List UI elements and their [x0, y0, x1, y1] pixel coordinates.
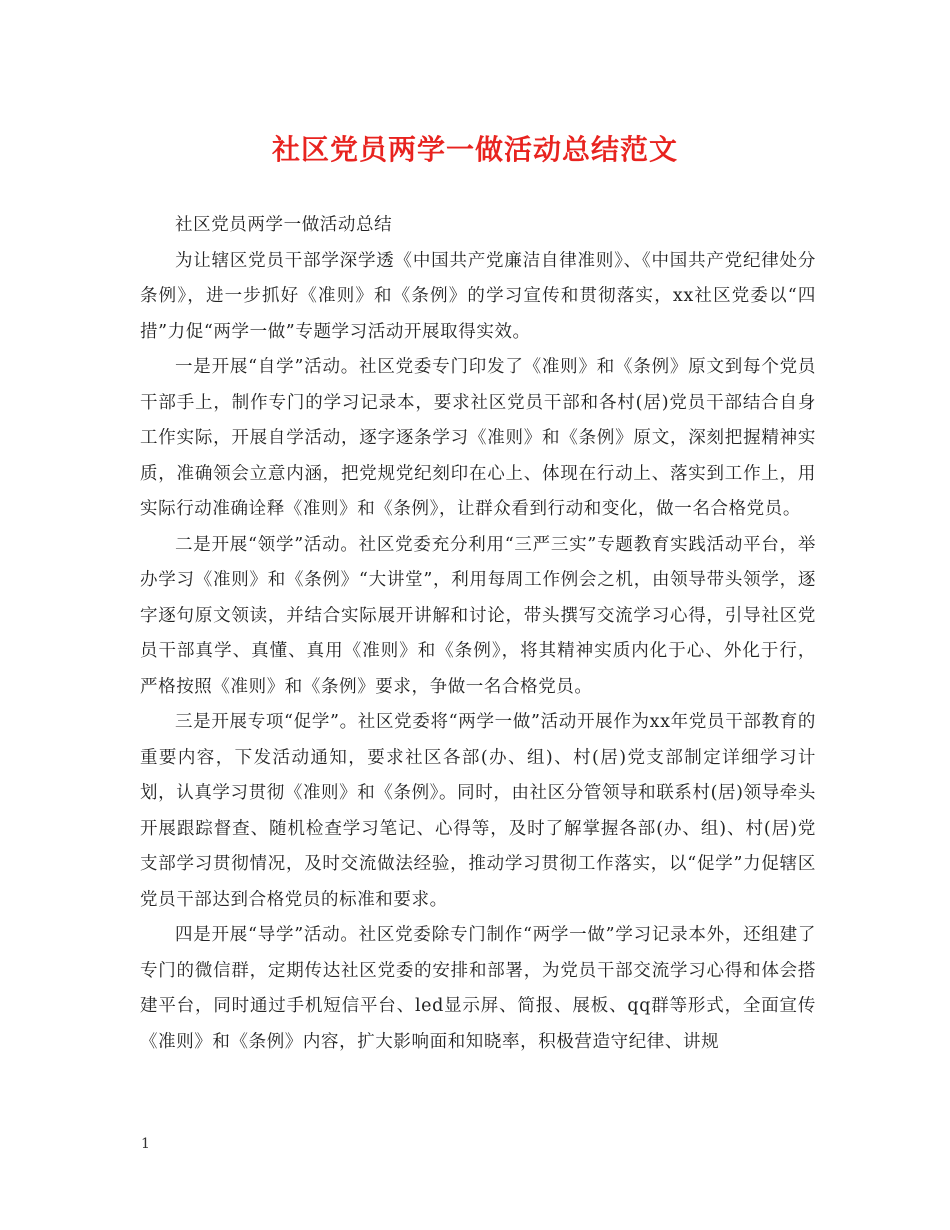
document-body [140, 208, 816, 1060]
paragraph-lead-study: 二是开展“领学”活动。社区党委充分利用“三严三实”专题教育实践活动平台，举办学习《准则》和《条例》“大讲堂”，利用每周工作例会之机，由领导带头领学，逐字逐句原文领读，并结合实际展开讲解和讨论，带头撰写交流学习心得，引导社区党员干部真学、真懂、真用《准则》和《条例》，将其精神实质内化于心、外化于行，严格按照《准则》和《条例》要求，争做一名合格党员。 [140, 534, 816, 697]
page-title: 社区党员两学一做活动总结范文 [271, 133, 678, 166]
paragraph-guide-study: 四是开展“导学”活动。社区党委除专门制作“两学一做”学习记录本外，还组建了专门的微信群，定期传达社区党委的安排和部署，为党员干部交流学习心得和体会搭建平台，同时通过手机短信平台、led显示屏、简报、展板、qq群等形式，全面宣传《准则》和《条例》内容，扩大影响面和知晓率，积极营造守纪律、讲规 [140, 925, 816, 1052]
page-number: 1 [141, 1136, 150, 1152]
paragraph-promote-study: 三是开展专项“促学”。社区党委将“两学一做”活动开展作为xx年党员干部教育的重要内容，下发活动通知，要求社区各部(办、组)、村(居)党支部制定详细学习计划，认真学习贯彻《准则》和《条例》。同时，由社区分管领导和联系村(居)领导牵头开展跟踪督查、随机检查学习笔记、心得等，及时了解掌握各部(办、组)、村(居)党支部学习贯彻情况，及时交流做法经验，推动学习贯彻工作落实，以“促学”力促辖区党员干部达到合格党员的标准和要求。 [140, 712, 816, 910]
paragraph-intro: 为让辖区党员干部学深学透《中国共产党廉洁自律准则》、《中国共产党纪律处分条例》，进一步抓好《准则》和《条例》的学习宣传和贯彻落实，xx社区党委以“四措”力促“两学一做”专题学习活动开展取得实效。 [140, 250, 816, 342]
paragraph-subtitle: 社区党员两学一做活动总结 [175, 215, 393, 235]
paragraph-self-study: 一是开展“自学”活动。社区党委专门印发了《准则》和《条例》原文到每个党员干部手上，制作专门的学习记录本，要求社区党员干部和各村(居)党员干部结合自身工作实际，开展自学活动，逐字逐条学习《准则》和《条例》原文，深刻把握精神实质，准确领会立意内涵，把党规党纪刻印在心上、体现在行动上、落实到工作上，用实际行动准确诠释《准则》和《条例》，让群众看到行动和变化，做一名合格党员。 [140, 357, 816, 519]
